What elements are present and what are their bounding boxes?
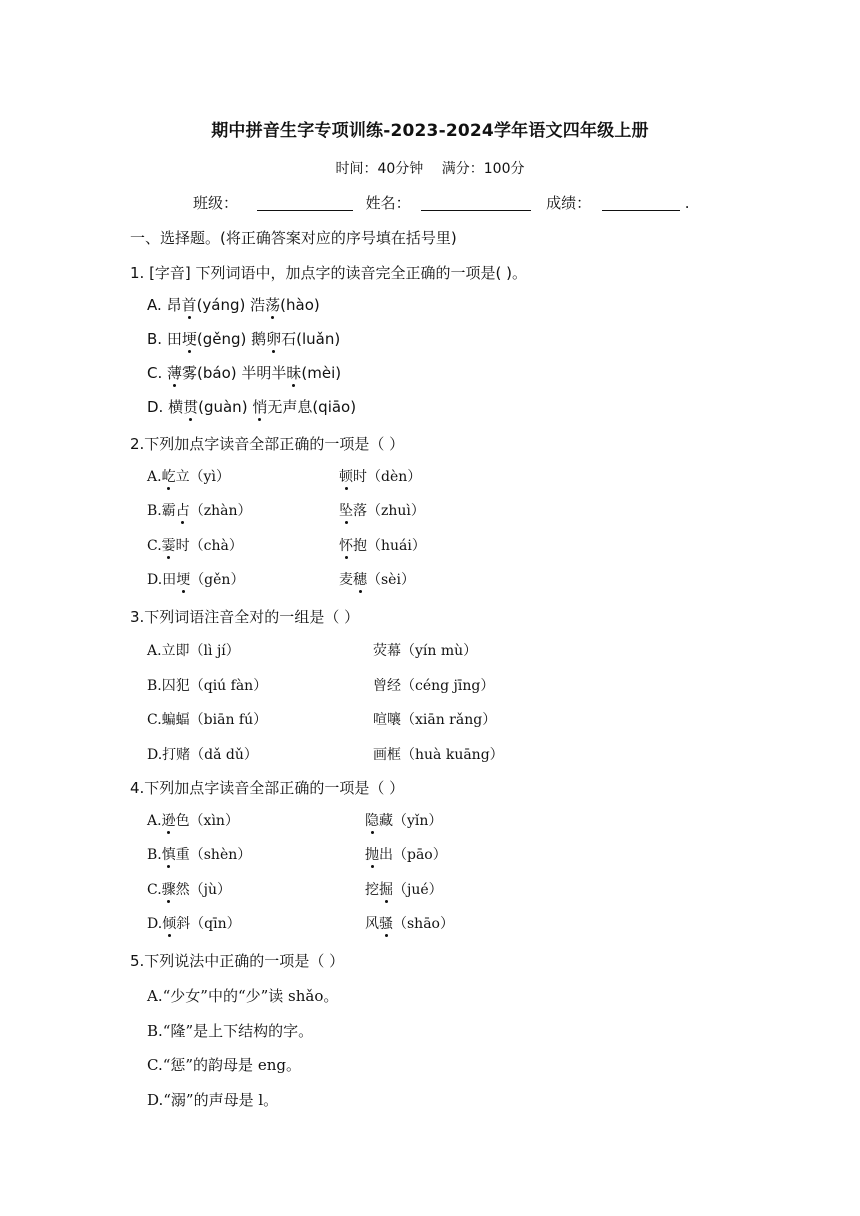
student-info-line bbox=[193, 192, 690, 213]
page-title: 期中拼音生字专项训练-2023-2024学年语文四年级上册 bbox=[211, 121, 649, 141]
q4-option-d[interactable] bbox=[147, 913, 241, 933]
q4-option-a-word2 bbox=[365, 810, 442, 830]
option-text: （shāo） bbox=[393, 916, 454, 932]
option-text: B.霸 bbox=[147, 503, 176, 519]
option-text: 立（yì） bbox=[175, 469, 230, 485]
option-text: 色（xìn） bbox=[175, 813, 239, 829]
dotted-char: 骚 bbox=[379, 913, 393, 933]
question-1-stem: 1. [字音] 下列词语中，加点字的读音完全正确的一项是( )。 bbox=[130, 264, 528, 282]
q1-option-b[interactable] bbox=[147, 328, 340, 349]
q5-option-a[interactable]: A.“少女”中的“少”读 shǎo。 bbox=[147, 987, 339, 1005]
dotted-char: 逊 bbox=[162, 810, 176, 830]
dotted-char: 掘 bbox=[379, 879, 393, 899]
dotted-char: 贯 bbox=[183, 398, 199, 416]
option-text: 风 bbox=[365, 916, 379, 932]
option-text: （gěn） bbox=[190, 572, 245, 588]
option-text: （zhàn） bbox=[189, 503, 252, 519]
time-limit: 时间：40分钟 bbox=[335, 161, 424, 177]
q3-option-b-word2: 曾经（céng jīng） bbox=[373, 678, 495, 694]
q3-option-b[interactable]: B.囚犯（qiú fàn） bbox=[147, 678, 268, 694]
option-text: (hào) bbox=[280, 296, 320, 314]
q3-option-a[interactable]: A.立即（lì jí） bbox=[147, 643, 240, 659]
q1-option-a[interactable] bbox=[147, 294, 320, 315]
dotted-char: 隐 bbox=[365, 810, 379, 830]
option-text: 落（zhuì） bbox=[353, 503, 425, 519]
q5-option-d[interactable]: D.“溺”的声母是 l。 bbox=[147, 1091, 279, 1109]
option-text: C. bbox=[147, 364, 168, 382]
question-2-stem: 2.下列加点字读音全部正确的一项是（ ） bbox=[130, 435, 405, 453]
option-text: 时（dèn） bbox=[353, 469, 422, 485]
q2-option-d-word2 bbox=[339, 569, 415, 589]
dotted-char: 卵 bbox=[266, 330, 282, 348]
q4-option-c-word2 bbox=[365, 879, 443, 899]
option-text: 麦 bbox=[339, 572, 353, 588]
dotted-char: 怀 bbox=[339, 535, 353, 555]
option-text: D. bbox=[147, 916, 163, 932]
option-text: （sèi） bbox=[367, 572, 415, 588]
class-label: 班级： bbox=[193, 194, 239, 212]
option-text: 石(luǎn) bbox=[281, 330, 341, 348]
option-text: B. 田 bbox=[147, 330, 182, 348]
dotted-char: 荡 bbox=[265, 296, 281, 314]
option-text: 雾(báo) 半明半 bbox=[182, 364, 287, 382]
q3-option-d[interactable]: D.打赌（dǎ dǔ） bbox=[147, 747, 258, 763]
dotted-char: 穗 bbox=[353, 569, 367, 589]
option-text: A. 昂 bbox=[147, 296, 182, 314]
dotted-char: 倾 bbox=[162, 913, 176, 933]
q4-option-c[interactable] bbox=[147, 879, 231, 899]
option-text: 斜（qīn） bbox=[176, 916, 241, 932]
option-text: （jué） bbox=[393, 882, 443, 898]
full-score: 满分：100分 bbox=[441, 161, 525, 177]
name-label: 姓名： bbox=[365, 194, 411, 212]
grade-label: 成绩： bbox=[546, 194, 592, 212]
q2-option-d[interactable] bbox=[147, 569, 244, 589]
dotted-char: 埂 bbox=[181, 330, 197, 348]
option-text: (mèi) bbox=[301, 364, 342, 382]
dotted-char: 霎 bbox=[162, 535, 176, 555]
end-dot: . bbox=[684, 194, 690, 212]
q2-option-b[interactable] bbox=[147, 500, 252, 520]
option-text: D.田 bbox=[147, 572, 177, 588]
dotted-char: 悄 bbox=[252, 398, 268, 416]
name-blank[interactable] bbox=[421, 194, 531, 211]
dotted-char: 慎 bbox=[162, 844, 176, 864]
q4-option-a[interactable] bbox=[147, 810, 239, 830]
option-text: (guàn) bbox=[198, 398, 253, 416]
question-4-stem: 4.下列加点字读音全部正确的一项是（ ） bbox=[130, 779, 405, 797]
q4-option-b-word2 bbox=[365, 844, 447, 864]
dotted-char: 坠 bbox=[339, 500, 353, 520]
dotted-char: 首 bbox=[181, 296, 197, 314]
grade-blank[interactable] bbox=[602, 194, 680, 211]
option-text: 重（shèn） bbox=[175, 847, 252, 863]
option-text: C. bbox=[147, 538, 162, 554]
option-text: A. bbox=[147, 469, 162, 485]
exam-meta bbox=[0, 158, 860, 178]
option-text: 藏（yǐn） bbox=[379, 813, 443, 829]
option-text: B. bbox=[147, 847, 162, 863]
q2-option-c[interactable] bbox=[147, 535, 243, 555]
option-text: C. bbox=[147, 882, 162, 898]
q1-option-d[interactable] bbox=[147, 396, 356, 417]
option-text: (gěng) 鹅 bbox=[196, 330, 267, 348]
dotted-char: 抛 bbox=[365, 844, 379, 864]
q2-option-c-word2 bbox=[339, 535, 426, 555]
q3-option-d-word2: 画框（huà kuāng） bbox=[373, 747, 504, 763]
question-5-stem: 5.下列说法中正确的一项是（ ） bbox=[130, 952, 345, 970]
q1-option-c[interactable] bbox=[147, 362, 341, 383]
option-text: 挖 bbox=[365, 882, 379, 898]
q4-option-d-word2 bbox=[365, 913, 454, 933]
q5-option-b[interactable]: B.“隆”是上下结构的字。 bbox=[147, 1022, 314, 1040]
q3-option-c[interactable]: C.蝙蝠（biān fú） bbox=[147, 712, 268, 728]
q3-option-c-word2: 喧嚷（xiān rǎng） bbox=[373, 712, 497, 728]
dotted-char: 骤 bbox=[162, 879, 176, 899]
dotted-char: 顿 bbox=[339, 466, 353, 486]
dotted-char: 薄 bbox=[167, 364, 183, 382]
option-text: 无声息(qiāo) bbox=[267, 398, 357, 416]
q3-option-a-word2: 荧幕（yín mù） bbox=[373, 643, 478, 659]
option-text: 时（chà） bbox=[175, 538, 243, 554]
q5-option-c[interactable]: C.“惩”的韵母是 eng。 bbox=[147, 1056, 301, 1074]
section-heading: 一、选择题。(将正确答案对应的序号填在括号里) bbox=[130, 229, 457, 247]
question-3-stem: 3.下列词语注音全对的一组是（ ） bbox=[130, 608, 360, 626]
option-text: (yáng) 浩 bbox=[196, 296, 266, 314]
q4-option-b[interactable] bbox=[147, 844, 251, 864]
q2-option-a-word2 bbox=[339, 466, 421, 486]
option-text: A. bbox=[147, 813, 162, 829]
option-text: 出（pāo） bbox=[379, 847, 447, 863]
dotted-char: 昧 bbox=[286, 364, 302, 382]
option-text: 抱（huái） bbox=[353, 538, 426, 554]
dotted-char: 占 bbox=[176, 500, 190, 520]
q2-option-b-word2 bbox=[339, 500, 425, 520]
option-text: D. 横 bbox=[147, 398, 184, 416]
dotted-char: 屹 bbox=[162, 466, 176, 486]
option-text: 然（jù） bbox=[175, 882, 232, 898]
q2-option-a[interactable] bbox=[147, 466, 230, 486]
dotted-char: 埂 bbox=[176, 569, 190, 589]
class-blank[interactable] bbox=[257, 194, 353, 211]
